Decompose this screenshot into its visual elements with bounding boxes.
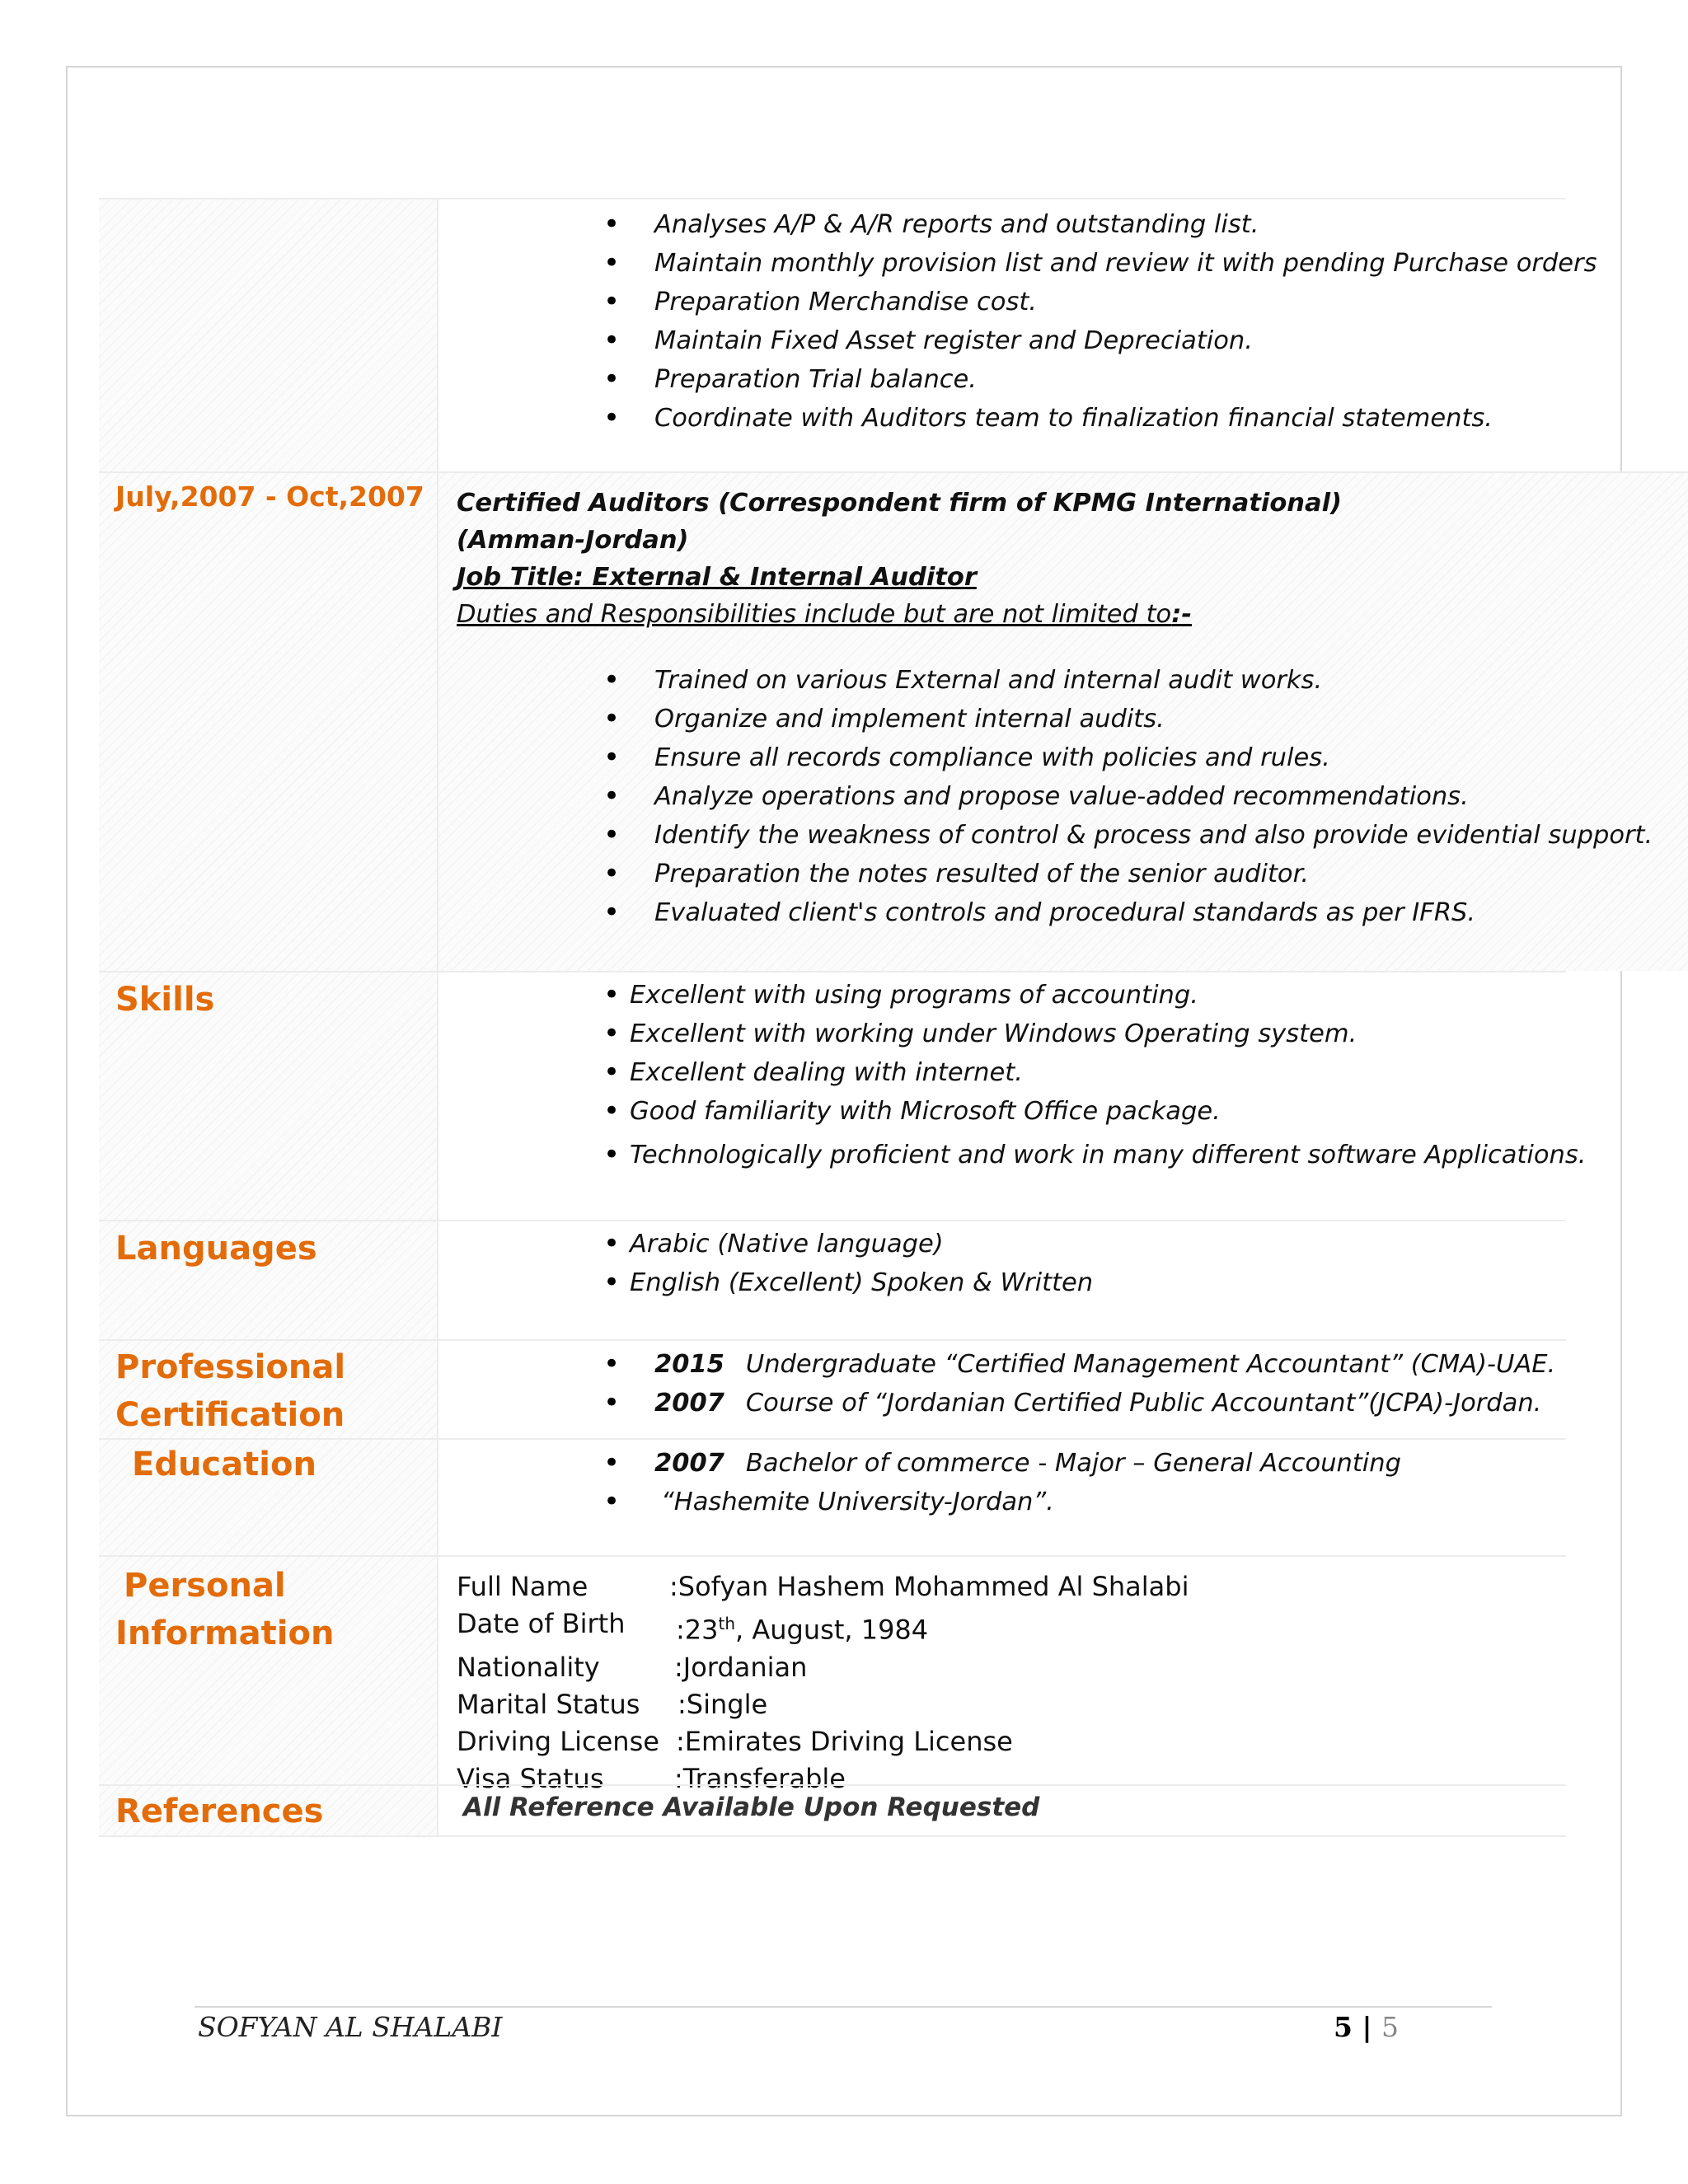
list-item: • Identify the weakness of control & process and also provide evidential support. [603,816,1653,855]
section-left-column [99,199,438,471]
section-left-column [99,1557,438,1784]
list-item: • Excellent dealing with internet. [603,1053,1586,1092]
list-item: • Analyses A/P & A/R reports and outstanding list. [603,205,1597,244]
section-left-column [99,1440,438,1555]
skills-heading: Skills [115,981,215,1019]
list-item: • Good familiarity with Microsoft Office package. [603,1092,1586,1131]
personal-row-nationality: Nationality :Jordanian [457,1651,808,1683]
section-right-column [438,473,1688,971]
section-right-column [438,1786,1566,1835]
education-list [603,1444,1401,1521]
job-duties-intro: Duties and Responsibilities include but are not limited to:- [457,600,1193,629]
personal-heading: Personal Information [115,1567,335,1652]
section-right-column [438,199,1597,471]
job-company: Certified Auditors (Correspondent firm of KPMG International) [457,489,1342,518]
list-item: • Preparation the notes resulted of the senior auditor. [603,855,1653,893]
list-item: • Analyze operations and propose value-added recommendations. [603,777,1653,816]
list-item: • English (Excellent) Spoken & Written [603,1263,1093,1302]
list-item: • Evaluated client's controls and procedural standards as per IFRS. [603,893,1653,932]
section-left-column [99,1786,438,1835]
section-left-column [99,473,438,971]
footer-divider [195,2006,1492,2008]
section-right-column [438,1221,1566,1339]
section-right-column [438,1440,1566,1555]
section-skills [99,971,1587,1220]
list-item: • 2007 Bachelor of commerce - Major – General Accounting [603,1444,1401,1483]
section-right-column [438,1341,1566,1438]
list-item: • Maintain Fixed Asset register and Depreciation. [603,321,1597,360]
footer-page-number: 5 | 5 [1334,2011,1399,2043]
list-item: • Technologically proficient and work in many different software Applications. [603,1136,1586,1174]
list-item: • Preparation Trial balance. [603,360,1597,399]
section-certification [99,1339,1566,1438]
languages-heading: Languages [115,1230,317,1268]
list-item: • Ensure all records compliance with policies and rules. [603,738,1653,777]
personal-row-driving-license: Driving License :Emirates Driving License [457,1725,1013,1757]
section-left-column [99,1221,438,1339]
references-text: All Reference Available Upon Requested [463,1793,1040,1822]
list-item: • 2015 Undergraduate “Certified Management Accountant” (CMA)-UAE. [603,1345,1555,1384]
list-item: • Excellent with working under Windows Operating system. [603,1015,1586,1053]
list-item: • Organize and implement internal audits. [603,700,1653,738]
languages-list [603,1225,1093,1302]
section-personal-information [99,1555,1566,1794]
list-item: • Maintain monthly provision list and review it with pending Purchase orders [603,244,1597,283]
job-header [457,485,1342,633]
job-duties-list [603,661,1653,932]
previous-duties-list [603,205,1597,438]
education-university: • “Hashemite University-Jordan”. [603,1483,1401,1521]
personal-row-full-name: Full Name :Sofyan Hashem Mohammed Al Shalabi [457,1571,1189,1602]
personal-row-visa-status: Visa Status :Transferable [457,1762,846,1794]
list-item: • Arabic (Native language) [603,1225,1093,1263]
section-education [99,1438,1566,1555]
list-item: • Preparation Merchandise cost. [603,283,1597,321]
section-languages [99,1220,1566,1339]
education-heading: Education [132,1446,316,1483]
section-left-column [99,1341,438,1438]
section-left-column [99,972,438,1220]
references-heading: References [115,1793,324,1830]
section-previous-duties [99,198,1597,471]
personal-details [457,1568,1189,1797]
section-references [99,1784,1566,1837]
certification-list [603,1345,1555,1422]
section-right-column [438,972,1587,1220]
list-item: • 2007 Course of “Jordanian Certified Public Accountant”(JCPA)-Jordan. [603,1384,1555,1422]
certification-heading: Professional Certification [115,1348,346,1434]
list-item: • Excellent with using programs of accounting. [603,976,1586,1015]
section-job-kpmg [99,471,1688,971]
footer-name: SOFYAN AL SHALABI [198,2011,503,2043]
job-date: July,2007 - Oct,2007 [115,480,424,513]
list-item: • Coordinate with Auditors team to finalization financial statements. [603,399,1597,438]
job-location: (Amman-Jordan) [457,526,689,555]
list-item: • Trained on various External and internal audit works. [603,661,1653,700]
job-title: Job Title: External & Internal Auditor [457,563,977,592]
personal-row-marital-status: Marital Status :Single [457,1688,768,1720]
personal-row-date-of-birth: Date of Birth :23th, August, 1984 [457,1608,929,1646]
skills-list [603,976,1586,1174]
section-right-column [438,1557,1566,1794]
